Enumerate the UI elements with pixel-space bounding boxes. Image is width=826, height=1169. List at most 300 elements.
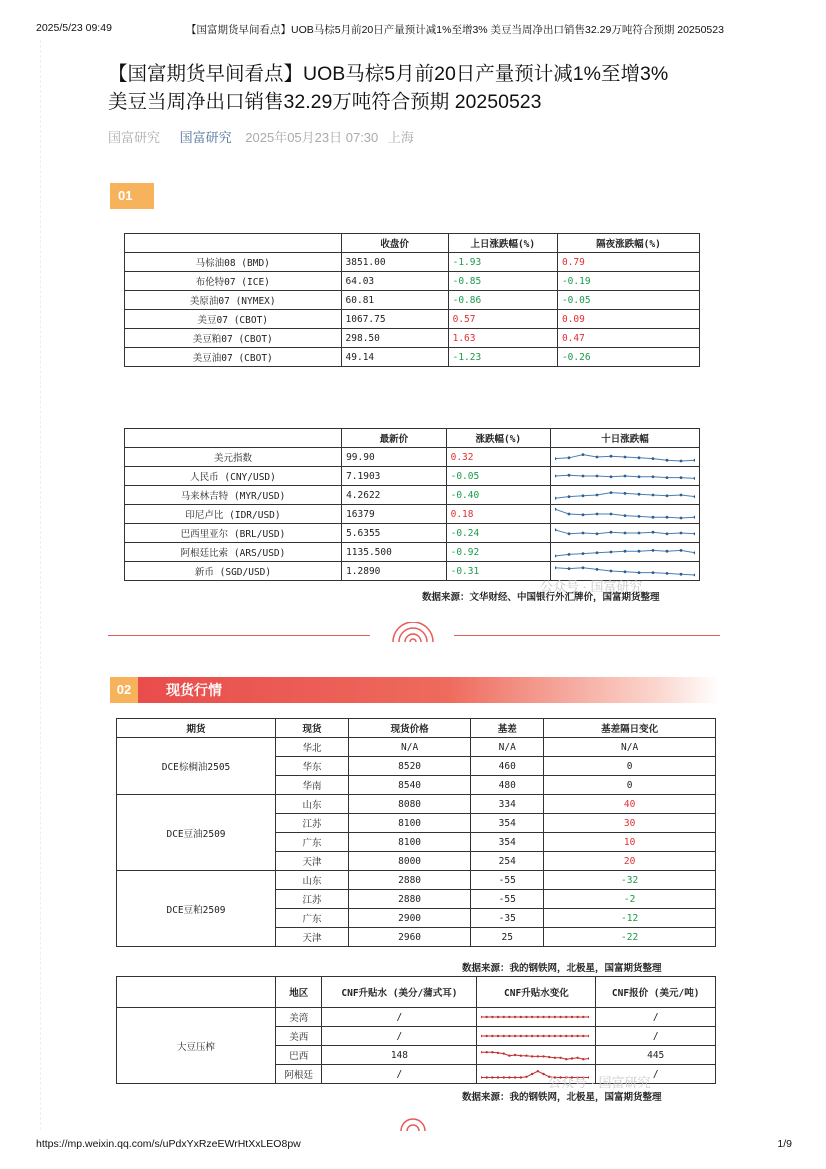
sparkline-point: [520, 1016, 522, 1018]
sparkline-point: [568, 553, 571, 556]
sparkline-point: [652, 549, 655, 552]
cell: -0.86: [448, 291, 557, 310]
group-label: DCE豆油2509: [117, 795, 276, 871]
cell: 0: [544, 776, 716, 795]
sparkline-point: [497, 1016, 499, 1018]
row-label: 巴西里亚尔 (BRL/USD): [125, 524, 342, 543]
column-header: CNF升贴水 (美分/蒲式耳): [322, 977, 477, 1008]
sparkline-point: [537, 1035, 539, 1037]
cell: /: [322, 1065, 477, 1084]
cell: 334: [471, 795, 544, 814]
sparkline-point: [497, 1052, 499, 1054]
table-row: [125, 329, 700, 348]
sparkline-point: [666, 494, 669, 497]
column-header: 基差隔日变化: [544, 719, 716, 738]
sparkline-point: [537, 1070, 539, 1072]
page-margin-line: [40, 40, 41, 1130]
sparkline-point: [610, 491, 613, 494]
sparkline-point: [548, 1035, 550, 1037]
sparkline-point: [652, 457, 655, 460]
region-label: 江苏: [276, 890, 349, 909]
sparkline-point: [497, 1076, 499, 1078]
cell: 480: [471, 776, 544, 795]
sparkline-point: [537, 1016, 539, 1018]
sparkline-point: [531, 1055, 533, 1057]
print-page-number: 1/9: [777, 1138, 792, 1150]
sparkline-point: [582, 475, 585, 478]
sparkline-point: [492, 1076, 494, 1078]
sparkline-point: [531, 1016, 533, 1018]
sparkline-point: [503, 1016, 505, 1018]
column-header: [125, 429, 342, 448]
sparkline-point: [497, 1035, 499, 1037]
sparkline-point: [596, 513, 599, 516]
cell: -35: [471, 909, 544, 928]
sparkline-point: [652, 494, 655, 497]
sparkline-point: [610, 551, 613, 554]
sparkline-point: [568, 532, 571, 535]
sparkline-point: [666, 532, 669, 535]
sparkline-cell: [551, 486, 700, 505]
sparkline-point: [666, 572, 669, 575]
fx-table: [124, 428, 700, 581]
sparkline-point: [543, 1035, 545, 1037]
sparkline-point: [680, 532, 683, 535]
cell: 148: [322, 1046, 477, 1065]
column-header: [125, 234, 342, 253]
sparkline-point: [514, 1035, 516, 1037]
sparkline-point: [652, 475, 655, 478]
table-row: [125, 348, 700, 367]
cell: -1.93: [448, 253, 557, 272]
column-header: 期货: [117, 719, 276, 738]
sparkline-point: [624, 532, 627, 535]
sparkline-point: [638, 571, 641, 574]
sparkline-point: [596, 568, 599, 571]
sparkline-point: [481, 1016, 482, 1018]
sparkline-point: [555, 566, 556, 569]
sparkline-point: [638, 493, 641, 496]
row-label: 马棕油08 (BMD): [125, 253, 342, 272]
sparkline-point: [596, 456, 599, 459]
cell: 64.03: [341, 272, 448, 291]
sparkline-point: [565, 1035, 567, 1037]
table-row: [117, 1008, 716, 1027]
sparkline-point: [596, 551, 599, 554]
article-author: 国富研究: [108, 130, 161, 145]
sparkline-point: [571, 1057, 573, 1059]
sparkline: [555, 468, 695, 484]
cell: 354: [471, 814, 544, 833]
sparkline: [555, 449, 695, 465]
section-heading: 现货行情: [166, 682, 222, 698]
article-title: [108, 60, 748, 116]
sparkline: [481, 1048, 589, 1062]
cell: 0: [544, 757, 716, 776]
sparkline-point: [555, 475, 556, 478]
sparkline-point: [666, 550, 669, 553]
column-header: 隔夜涨跌幅(%): [557, 234, 699, 253]
sparkline-point: [568, 474, 571, 477]
cell: 1.63: [448, 329, 557, 348]
cell: 0.32: [446, 448, 550, 467]
row-label: 美原油07 (NYMEX): [125, 291, 342, 310]
sparkline-point: [509, 1016, 511, 1018]
table-row: [125, 467, 700, 486]
column-header: 地区: [276, 977, 322, 1008]
cell: 2960: [348, 928, 470, 947]
cell: 5.6355: [342, 524, 447, 543]
header-row: [117, 977, 716, 1008]
sparkline: [555, 525, 695, 541]
column-header: CNF报价 (美元/吨): [596, 977, 716, 1008]
region-label: 华北: [276, 738, 349, 757]
cell: 0.47: [557, 329, 699, 348]
table-row: [125, 448, 700, 467]
sparkline-point: [624, 514, 627, 517]
cell: -0.40: [446, 486, 550, 505]
table-row: [125, 505, 700, 524]
sparkline-point: [588, 1016, 589, 1018]
row-label: 美豆07 (CBOT): [125, 310, 342, 329]
cell: 8100: [348, 814, 470, 833]
print-footer-url: https://mp.weixin.qq.com/s/uPdxYxRzeEWrHtXxLEO8pw: [36, 1138, 301, 1150]
sparkline-point: [582, 532, 585, 535]
row-label: 美元指数: [125, 448, 342, 467]
futures-table: [124, 233, 700, 367]
sparkline-point: [486, 1076, 488, 1078]
sparkline-point: [582, 552, 585, 555]
table-row: [117, 871, 716, 890]
cell: -0.24: [446, 524, 550, 543]
cell: /: [596, 1065, 716, 1084]
sparkline-point: [694, 477, 695, 480]
sparkline-point: [509, 1035, 511, 1037]
sparkline-point: [694, 495, 695, 498]
sparkline-point: [638, 532, 641, 535]
sparkline-point: [596, 532, 599, 535]
sparkline-point: [481, 1051, 482, 1053]
cell: 8080: [348, 795, 470, 814]
account-link[interactable]: 国富研究: [179, 130, 232, 145]
cell: -0.05: [446, 467, 550, 486]
cell: 2900: [348, 909, 470, 928]
sparkline-point: [666, 476, 669, 479]
sparkline-point: [509, 1055, 511, 1057]
cell: 1.2890: [342, 562, 447, 581]
column-header: 基差: [471, 719, 544, 738]
sparkline-point: [652, 531, 655, 534]
cell: -2: [544, 890, 716, 909]
sparkline-point: [571, 1016, 573, 1018]
row-label: 新币 (SGD/USD): [125, 562, 342, 581]
sparkline-point: [588, 1057, 589, 1059]
sparkline-point: [568, 456, 571, 459]
sparkline-point: [486, 1051, 488, 1053]
sparkline-point: [582, 513, 585, 516]
table-row: [125, 310, 700, 329]
sparkline-point: [624, 475, 627, 478]
cell: -0.05: [557, 291, 699, 310]
table-row: [125, 524, 700, 543]
cell: 298.50: [341, 329, 448, 348]
cnf-source-note: 数据来源：我的钢铁网，北极星，国富期货整理: [462, 1092, 662, 1103]
row-label: 阿根廷比索 (ARS/USD): [125, 543, 342, 562]
sparkline-point: [503, 1052, 505, 1054]
cell: 254: [471, 852, 544, 871]
sparkline-point: [548, 1016, 550, 1018]
sparkline-point: [610, 455, 613, 458]
sparkline-point: [610, 513, 613, 516]
sparkline-point: [680, 476, 683, 479]
print-header-title: 【国富期货早间看点】UOB马棕5月前20日产量预计减1%至增3% 美豆当周净出口销售32.29万吨符合预期 20250523: [186, 24, 724, 36]
sparkline: [555, 487, 695, 503]
article-meta: [108, 127, 420, 146]
sparkline-point: [624, 456, 627, 459]
sparkline-point: [638, 550, 641, 553]
sparkline-point: [555, 497, 556, 500]
region-label: 美西: [276, 1027, 322, 1046]
sparkline-point: [571, 1035, 573, 1037]
table-row: [125, 272, 700, 291]
cell: 1067.75: [341, 310, 448, 329]
sparkline-point: [520, 1055, 522, 1057]
sparkline-point: [624, 492, 627, 495]
cell: 8100: [348, 833, 470, 852]
sparkline-point: [565, 1016, 567, 1018]
sparkline-point: [543, 1055, 545, 1057]
column-header: [117, 977, 276, 1008]
sparkline-point: [531, 1073, 533, 1075]
cell: -12: [544, 909, 716, 928]
sparkline-point: [568, 513, 571, 516]
sparkline-point: [610, 531, 613, 534]
row-label: 印尼卢比 (IDR/USD): [125, 505, 342, 524]
divider-left: [108, 635, 370, 636]
sparkline-point: [514, 1054, 516, 1056]
column-header: 现货价格: [348, 719, 470, 738]
sparkline-point: [568, 495, 571, 498]
cell: 354: [471, 833, 544, 852]
sparkline-point: [680, 517, 683, 520]
table-row: [125, 486, 700, 505]
sparkline-point: [514, 1076, 516, 1078]
sparkline-point: [520, 1076, 522, 1078]
row-label: 布伦特07 (ICE): [125, 272, 342, 291]
cell: 20: [544, 852, 716, 871]
sparkline-point: [610, 570, 613, 573]
sparkline: [555, 544, 695, 560]
sparkline-point: [481, 1076, 482, 1078]
sparkline-point: [596, 494, 599, 497]
sparkline-cell: [477, 1008, 596, 1027]
sparkline-point: [666, 459, 669, 462]
sparkline-cell: [551, 448, 700, 467]
cell: -0.19: [557, 272, 699, 291]
sparkline-point: [526, 1035, 528, 1037]
column-header: 上日涨跌幅(%): [448, 234, 557, 253]
sparkline-point: [560, 1016, 562, 1018]
cell: 49.14: [341, 348, 448, 367]
cell: -55: [471, 890, 544, 909]
cell: -0.92: [446, 543, 550, 562]
sparkline-cell: [551, 543, 700, 562]
sparkline-cell: [477, 1046, 596, 1065]
cell: -1.23: [448, 348, 557, 367]
column-header: 十日涨跌幅: [551, 429, 700, 448]
spot-table: [116, 718, 716, 947]
region-label: 山东: [276, 871, 349, 890]
sparkline-point: [492, 1016, 494, 1018]
sparkline-point: [694, 459, 695, 462]
sparkline-point: [560, 1035, 562, 1037]
sparkline-point: [596, 475, 599, 478]
sparkline-point: [537, 1055, 539, 1057]
sparkline-point: [526, 1016, 528, 1018]
sparkline-point: [638, 515, 641, 518]
cell: 16379: [342, 505, 447, 524]
sparkline-point: [531, 1035, 533, 1037]
cell: 8540: [348, 776, 470, 795]
sparkline-point: [548, 1056, 550, 1058]
region-label: 阿根廷: [276, 1065, 322, 1084]
table-row: [125, 543, 700, 562]
cell: 40: [544, 795, 716, 814]
column-header: 现货: [276, 719, 349, 738]
region-label: 华南: [276, 776, 349, 795]
cell: 4.2622: [342, 486, 447, 505]
section-number-badge: 01: [110, 183, 154, 209]
section-badge-arrow: [140, 183, 152, 209]
region-label: 华东: [276, 757, 349, 776]
cell: 2880: [348, 890, 470, 909]
region-label: 美湾: [276, 1008, 322, 1027]
sparkline-point: [543, 1073, 545, 1075]
sparkline-point: [543, 1016, 545, 1018]
cell: 30: [544, 814, 716, 833]
region-label: 山东: [276, 795, 349, 814]
cell: 0.79: [557, 253, 699, 272]
cell: /: [322, 1008, 477, 1027]
sparkline-point: [582, 566, 585, 569]
watermark: 公众号 · 国富研究: [540, 579, 643, 594]
sparkline-point: [610, 475, 613, 478]
region-label: 江苏: [276, 814, 349, 833]
cell: /: [322, 1027, 477, 1046]
cell: -0.85: [448, 272, 557, 291]
sparkline-point: [638, 456, 641, 459]
sparkline-point: [666, 516, 669, 519]
sparkline-point: [582, 494, 585, 497]
sparkline-point: [509, 1076, 511, 1078]
sparkline-cell: [551, 467, 700, 486]
cell: 7.1903: [342, 467, 447, 486]
divider-right: [454, 635, 720, 636]
sparkline-point: [492, 1051, 494, 1053]
sparkline-cell: [551, 524, 700, 543]
sparkline-point: [555, 457, 556, 460]
header-row: [125, 429, 700, 448]
sparkline-point: [554, 1035, 556, 1037]
cell: 99.90: [342, 448, 447, 467]
sparkline-point: [694, 516, 695, 519]
cell: -55: [471, 871, 544, 890]
cell: 60.81: [341, 291, 448, 310]
sparkline-point: [555, 528, 556, 531]
sparkline-point: [481, 1035, 482, 1037]
article-title-line2: 美豆当周净出口销售32.29万吨符合预期 20250523: [108, 91, 542, 113]
sparkline-point: [680, 549, 683, 552]
region-label: 广东: [276, 833, 349, 852]
sparkline-point: [568, 567, 571, 570]
cell: N/A: [471, 738, 544, 757]
sparkline-point: [582, 453, 585, 456]
cell: -0.31: [446, 562, 550, 581]
article-date: 2025年05月23日 07:30: [245, 130, 379, 145]
table-row: [125, 291, 700, 310]
sparkline-point: [582, 1016, 584, 1018]
sparkline-point: [554, 1057, 556, 1059]
column-header: CNF升贴水变化: [477, 977, 596, 1008]
fx-source-note: 数据来源：文华财经、中国银行外汇牌价，国富期货整理: [422, 592, 660, 603]
column-header: 最新价: [342, 429, 447, 448]
sparkline-point: [554, 1016, 556, 1018]
cell: 10: [544, 833, 716, 852]
cell: N/A: [544, 738, 716, 757]
sparkline-point: [577, 1057, 579, 1059]
table-row: [117, 795, 716, 814]
row-label: 美豆油07 (CBOT): [125, 348, 342, 367]
sparkline-point: [624, 570, 627, 573]
sparkline-point: [588, 1035, 589, 1037]
header-row: [117, 719, 716, 738]
cell: 2880: [348, 871, 470, 890]
sparkline-point: [624, 550, 627, 553]
article-title-line1: 【国富期货早间看点】UOB马棕5月前20日产量预计减1%至增3%: [108, 63, 669, 85]
sparkline-point: [577, 1016, 579, 1018]
sparkline-point: [526, 1055, 528, 1057]
column-header: 涨跌幅(%): [446, 429, 550, 448]
region-label: 天津: [276, 852, 349, 871]
cell: 445: [596, 1046, 716, 1065]
sparkline-point: [582, 1058, 584, 1060]
group-label: DCE棕榈油2505: [117, 738, 276, 795]
row-label: 马来林吉特 (MYR/USD): [125, 486, 342, 505]
cloud-ornament-icon: [388, 622, 438, 649]
cell: -32: [544, 871, 716, 890]
sparkline-point: [503, 1076, 505, 1078]
sparkline-point: [503, 1035, 505, 1037]
group-label: 大豆压榨: [117, 1008, 276, 1084]
print-datetime: 2025/5/23 09:49: [36, 22, 112, 34]
sparkline-point: [514, 1016, 516, 1018]
cell: 8520: [348, 757, 470, 776]
sparkline-point: [577, 1035, 579, 1037]
row-label: 美豆粕07 (CBOT): [125, 329, 342, 348]
sparkline-point: [638, 475, 641, 478]
cell: 460: [471, 757, 544, 776]
cell: 0.18: [446, 505, 550, 524]
sparkline: [555, 506, 695, 522]
cell: N/A: [348, 738, 470, 757]
group-label: DCE豆粕2509: [117, 871, 276, 947]
sparkline-point: [694, 532, 695, 535]
cell: 25: [471, 928, 544, 947]
sparkline: [481, 1010, 589, 1024]
sparkline-point: [492, 1035, 494, 1037]
region-label: 巴西: [276, 1046, 322, 1065]
header-row: [125, 234, 700, 253]
